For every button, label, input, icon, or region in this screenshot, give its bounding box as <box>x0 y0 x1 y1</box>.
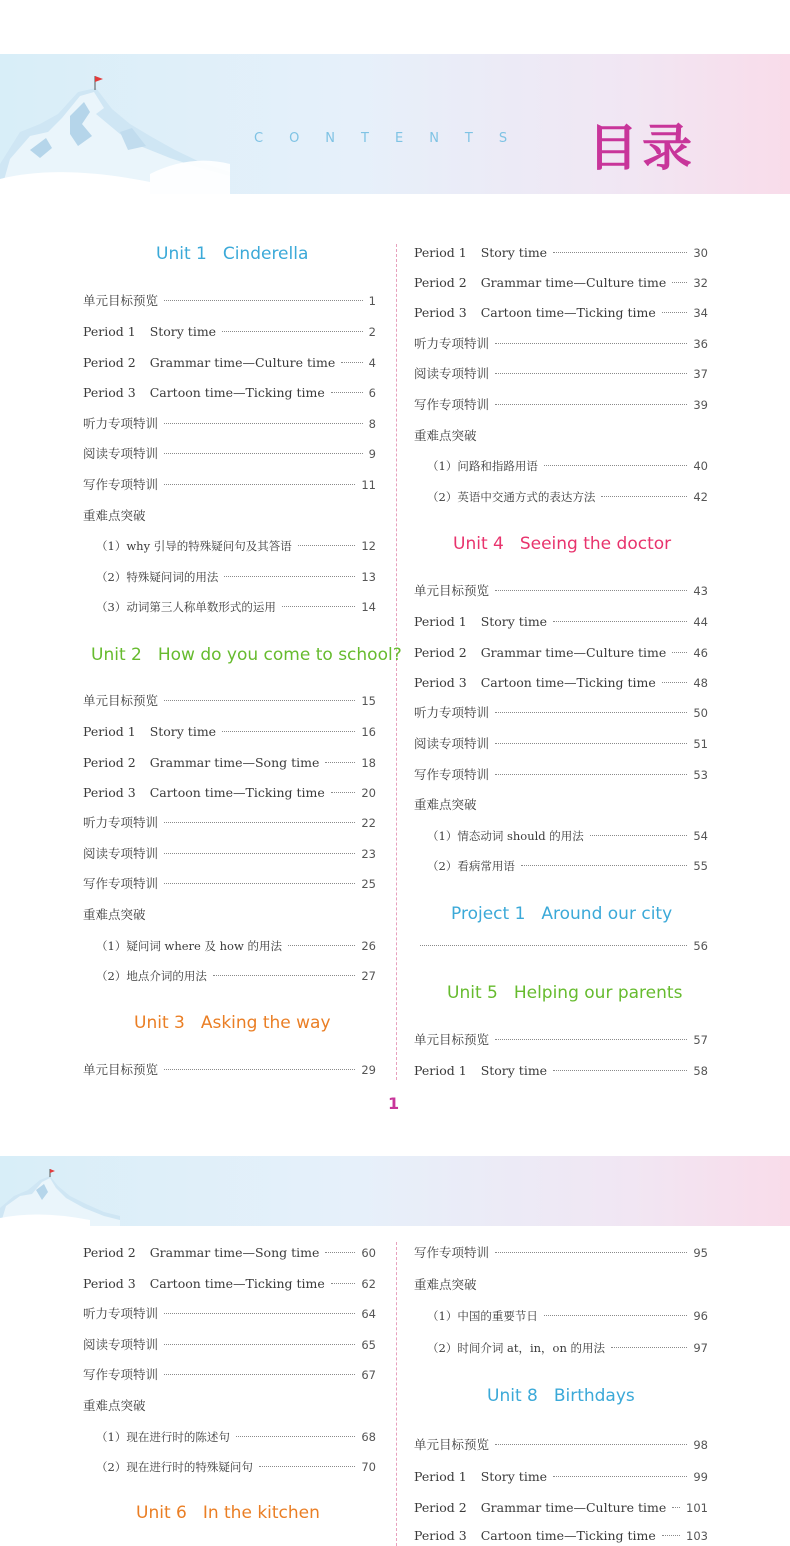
toc-page-number: 48 <box>693 676 708 690</box>
toc-entry-label: Period 3 <box>414 1528 467 1543</box>
key-points-label: 重难点突破 <box>83 907 146 922</box>
toc-entry[interactable] <box>83 322 376 342</box>
toc-page-number: 25 <box>361 877 376 891</box>
toc-page-number: 36 <box>693 337 708 351</box>
toc-sub-entry[interactable] <box>96 597 376 617</box>
toc-page-number: 50 <box>693 706 708 720</box>
toc-sub-entry[interactable] <box>96 567 376 587</box>
leader-dots <box>553 1070 687 1071</box>
toc-entry[interactable] <box>414 364 708 384</box>
toc-entry[interactable] <box>414 395 708 415</box>
toc-entry-label: （2）看病常用语 <box>427 859 515 873</box>
unit-heading-8[interactable] <box>487 1386 635 1406</box>
toc-entry[interactable] <box>414 673 708 693</box>
key-points-label: 重难点突破 <box>414 428 477 443</box>
toc-entry-label: 单元目标预览 <box>414 1032 490 1047</box>
leader-dots <box>259 1466 356 1467</box>
leader-dots <box>236 1436 356 1437</box>
toc-page-number: 9 <box>368 447 376 461</box>
unit-heading-4[interactable] <box>453 534 671 554</box>
unit-prefix: Unit 2 <box>91 645 142 665</box>
toc-entry-label-2: Grammar time—Culture time <box>480 645 667 660</box>
toc-entry-label: 写作专项特训 <box>414 1245 490 1260</box>
leader-dots <box>213 975 356 976</box>
leader-dots <box>164 453 363 454</box>
toc-entry-label-2: Cartoon time—Ticking time <box>480 675 656 690</box>
leader-dots <box>553 252 687 253</box>
leader-dots <box>331 792 356 793</box>
toc-entry-label: 单元目标预览 <box>83 293 159 308</box>
toc-entry-label-2: Cartoon time—Ticking time <box>149 1276 325 1291</box>
toc-entry[interactable] <box>414 1243 708 1263</box>
unit-prefix: Unit 8 <box>487 1386 538 1406</box>
toc-sub-entry[interactable] <box>96 536 376 556</box>
leader-dots <box>222 331 363 332</box>
toc-entry[interactable] <box>83 1335 376 1355</box>
toc-entry-label: 听力专项特训 <box>414 336 490 351</box>
toc-entry-label: Period 2 <box>414 645 467 660</box>
toc-entry[interactable] <box>83 1243 376 1263</box>
toc-page-number: 29 <box>361 1063 376 1077</box>
toc-page-number: 46 <box>693 646 708 660</box>
leader-dots <box>164 484 355 485</box>
leader-dots <box>495 774 687 775</box>
toc-page-number: 18 <box>361 756 376 770</box>
toc-entry[interactable] <box>414 765 708 785</box>
toc-sub-entry[interactable] <box>427 456 708 476</box>
toc-page-number: 101 <box>686 1501 708 1515</box>
toc-entry-label-2: Story time <box>149 724 217 739</box>
toc-entry-label-2: Grammar time—Culture time <box>480 1500 667 1515</box>
leader-dots <box>164 1344 355 1345</box>
leader-dots <box>553 1476 687 1477</box>
leader-dots <box>164 700 355 701</box>
toc-entry-label: Period 3 <box>83 785 136 800</box>
leader-dots <box>495 404 687 405</box>
unit-prefix: Unit 6 <box>136 1503 187 1523</box>
leader-dots <box>544 465 688 466</box>
unit-prefix: Project 1 <box>451 904 526 924</box>
unit-heading-1[interactable] <box>156 244 308 264</box>
unit-heading-2[interactable] <box>91 645 402 665</box>
toc-entry[interactable] <box>414 273 708 293</box>
key-points-label: 重难点突破 <box>83 1398 146 1413</box>
toc-page-number: 99 <box>693 1470 708 1484</box>
toc-entry-label: （1）why 引导的特殊疑问句及其答语 <box>96 539 292 553</box>
toc-entry-label: （3）动词第三人称单数形式的运用 <box>96 600 276 614</box>
toc-entry-label: 写作专项特训 <box>83 477 159 492</box>
unit-prefix: Unit 3 <box>134 1013 185 1033</box>
leader-dots <box>495 1039 687 1040</box>
toc-page-number: 40 <box>693 459 708 473</box>
toc-page-number: 6 <box>368 386 376 400</box>
toc-entry-label: （1）中国的重要节日 <box>427 1309 538 1323</box>
toc-page-number: 56 <box>693 939 708 953</box>
toc-page-number: 34 <box>693 306 708 320</box>
toc-entry-label-2: Story time <box>149 324 217 339</box>
toc-entry-label: 单元目标预览 <box>83 1062 159 1077</box>
unit-heading-6[interactable] <box>136 1503 320 1523</box>
leader-dots <box>611 1347 687 1348</box>
leader-dots <box>590 835 688 836</box>
toc-page-number: 42 <box>693 490 708 504</box>
toc-entry-label: Period 2 <box>414 1500 467 1515</box>
leader-dots <box>282 606 356 607</box>
toc-entry-label: Period 3 <box>414 305 467 320</box>
leader-dots <box>495 743 687 744</box>
toc-page-number: 11 <box>361 478 376 492</box>
toc-entry-label-2: Grammar time—Song time <box>149 755 320 770</box>
leader-dots <box>601 496 687 497</box>
key-points-label: 重难点突破 <box>83 508 146 523</box>
toc-entry[interactable] <box>83 475 376 495</box>
toc-entry[interactable] <box>414 1435 708 1455</box>
toc-sub-entry[interactable] <box>427 487 708 507</box>
leader-dots <box>325 1252 355 1253</box>
leader-dots <box>495 373 687 374</box>
toc-entry[interactable] <box>83 691 376 711</box>
toc-entry-label: Period 2 <box>414 275 467 290</box>
toc-entry-label: Period 2 <box>83 355 136 370</box>
leader-dots <box>420 945 687 946</box>
toc-sub-entry[interactable] <box>96 966 376 986</box>
snow-mountain-illustration <box>0 1156 120 1226</box>
toc-page-number: 62 <box>361 1277 376 1291</box>
toc-sub-entry[interactable] <box>96 1457 376 1477</box>
toc-entry-label: 阅读专项特训 <box>414 736 490 751</box>
leader-dots <box>495 343 687 344</box>
leader-dots <box>672 282 687 283</box>
toc-sub-entry[interactable] <box>427 856 708 876</box>
toc-page-number: 16 <box>361 725 376 739</box>
toc-page-number: 22 <box>361 816 376 830</box>
toc-page-number: 23 <box>361 847 376 861</box>
toc-page-number: 4 <box>368 356 376 370</box>
toc-entry-label: （2）现在进行时的特殊疑问句 <box>96 1460 253 1474</box>
leader-dots <box>164 300 363 301</box>
toc-page-number: 65 <box>361 1338 376 1352</box>
toc-entry[interactable] <box>83 753 376 773</box>
toc-entry[interactable] <box>83 1365 376 1385</box>
toc-page-number: 60 <box>361 1246 376 1260</box>
toc-entry-label: Period 1 <box>414 614 467 629</box>
toc-page-number: 51 <box>693 737 708 751</box>
unit-prefix: Unit 1 <box>156 244 207 264</box>
leader-dots <box>164 853 355 854</box>
leader-dots <box>495 1444 687 1445</box>
toc-entry-label: 听力专项特训 <box>414 705 490 720</box>
toc-entry[interactable] <box>414 1498 708 1518</box>
unit-name: Around our city <box>541 904 673 924</box>
toc-page-number: 44 <box>693 615 708 629</box>
toc-page-number: 12 <box>361 539 376 553</box>
toc-entry-label: Period 1 <box>414 1469 467 1484</box>
toc-entry-label: 阅读专项特训 <box>83 846 159 861</box>
toc-entry[interactable] <box>414 612 708 632</box>
leader-dots <box>553 621 687 622</box>
project-heading-1[interactable] <box>451 904 672 924</box>
toc-entry[interactable] <box>414 334 708 354</box>
toc-sub-entry[interactable] <box>427 1306 708 1326</box>
toc-page-number: 70 <box>361 1460 376 1474</box>
toc-entry-label-2: Story time <box>480 614 548 629</box>
page-title: 目录 <box>588 119 696 177</box>
toc-entry-label: Period 3 <box>414 675 467 690</box>
leader-dots <box>544 1315 688 1316</box>
toc-entry-label: 单元目标预览 <box>414 583 490 598</box>
leader-dots <box>164 1069 355 1070</box>
toc-page-number: 26 <box>361 939 376 953</box>
leader-dots <box>672 1507 680 1508</box>
toc-sub-entry[interactable] <box>96 936 376 956</box>
toc-entry-label-2: Story time <box>480 1469 548 1484</box>
leader-dots <box>495 712 687 713</box>
toc-page-number: 2 <box>368 325 376 339</box>
toc-entry[interactable] <box>414 1526 708 1546</box>
toc-page-number: 15 <box>361 694 376 708</box>
toc-entry-label-2: Grammar time—Culture time <box>480 275 667 290</box>
toc-entry[interactable] <box>414 1061 708 1081</box>
toc-entry-label: （1）现在进行时的陈述句 <box>96 1430 230 1444</box>
unit-name: Asking the way <box>200 1013 331 1033</box>
leader-dots <box>164 1374 355 1375</box>
toc-entry-label-2: Cartoon time—Ticking time <box>149 385 325 400</box>
leader-dots <box>495 590 687 591</box>
toc-entry[interactable] <box>83 414 376 434</box>
toc-entry-label: Period 1 <box>83 324 136 339</box>
toc-page-number: 67 <box>361 1368 376 1382</box>
toc-entry-label: 写作专项特训 <box>414 767 490 782</box>
key-points-label: 重难点突破 <box>414 797 477 812</box>
toc-entry[interactable] <box>414 303 708 323</box>
toc-entry[interactable] <box>414 1467 708 1487</box>
toc-page-number: 32 <box>693 276 708 290</box>
header-band-2 <box>0 1156 790 1226</box>
toc-page-number: 43 <box>693 584 708 598</box>
toc-entry-label: （2）地点介词的用法 <box>96 969 207 983</box>
unit-prefix: Unit 4 <box>453 534 504 554</box>
key-points-label: 重难点突破 <box>414 1277 477 1292</box>
toc-entry-label: 听力专项特训 <box>83 1306 159 1321</box>
unit-name: Birthdays <box>553 1386 635 1406</box>
toc-entry-label: 阅读专项特训 <box>414 366 490 381</box>
toc-entry-label-2: Cartoon time—Ticking time <box>480 305 656 320</box>
toc-entry[interactable] <box>414 703 708 723</box>
toc-entry[interactable] <box>414 581 708 601</box>
toc-sub-entry[interactable] <box>427 826 708 846</box>
toc-entry-label-2: Grammar time—Song time <box>149 1245 320 1260</box>
toc-entry-label-2: Story time <box>480 245 548 260</box>
leader-dots <box>331 1283 356 1284</box>
leader-dots <box>341 362 362 363</box>
toc-page-number: 27 <box>361 969 376 983</box>
toc-entry-label: （2）时间介词 at，in，on 的用法 <box>427 1341 606 1355</box>
toc-page-number: 37 <box>693 367 708 381</box>
toc-page-number: 39 <box>693 398 708 412</box>
toc-entry-label: Period 2 <box>83 755 136 770</box>
unit-name: Cinderella <box>222 244 309 264</box>
leader-dots <box>164 883 355 884</box>
leader-dots <box>164 423 363 424</box>
leader-dots <box>288 945 355 946</box>
toc-entry-label-2: Cartoon time—Ticking time <box>480 1528 656 1543</box>
toc-entry[interactable] <box>414 643 708 663</box>
contents-word: CONTENTS <box>254 131 534 146</box>
toc-entry[interactable] <box>83 783 376 803</box>
toc-page-number: 55 <box>693 859 708 873</box>
leader-dots <box>662 1535 680 1536</box>
column-divider <box>396 1242 397 1546</box>
toc-entry[interactable] <box>83 813 376 833</box>
leader-dots <box>164 1313 355 1314</box>
leader-dots <box>521 865 688 866</box>
toc-entry-label: （2）英语中交通方式的表达方法 <box>427 490 596 504</box>
page-number: 1 <box>388 1094 400 1113</box>
toc-entry-label: 阅读专项特训 <box>83 1337 159 1352</box>
toc-entry-label: （1）情态动词 should 的用法 <box>427 829 584 843</box>
toc-entry-label: 写作专项特训 <box>83 1367 159 1382</box>
unit-heading-3[interactable] <box>134 1013 331 1033</box>
unit-heading-5[interactable] <box>447 983 682 1003</box>
toc-page-number: 97 <box>693 1341 708 1355</box>
leader-dots <box>325 762 355 763</box>
leader-dots <box>672 652 687 653</box>
toc-entry[interactable] <box>414 1030 708 1050</box>
toc-entry[interactable] <box>414 936 708 956</box>
toc-entry[interactable] <box>83 383 376 403</box>
unit-name: How do you come to school? <box>157 645 402 665</box>
unit-name: Helping our parents <box>513 983 683 1003</box>
leader-dots <box>164 822 355 823</box>
toc-entry-label: 听力专项特训 <box>83 416 159 431</box>
leader-dots <box>331 392 363 393</box>
toc-page-number: 95 <box>693 1246 708 1260</box>
toc-page-number: 13 <box>361 570 376 584</box>
toc-entry-label: （2）特殊疑问词的用法 <box>96 570 219 584</box>
leader-dots <box>298 545 356 546</box>
toc-entry[interactable] <box>83 291 376 311</box>
toc-entry-label: 单元目标预览 <box>83 693 159 708</box>
toc-entry-label: （1）问路和指路用语 <box>427 459 538 473</box>
toc-entry-label: 写作专项特训 <box>414 397 490 412</box>
toc-page-number: 103 <box>686 1529 708 1543</box>
unit-name: Seeing the doctor <box>519 534 672 554</box>
toc-page-number: 53 <box>693 768 708 782</box>
toc-entry-label: Period 1 <box>414 1063 467 1078</box>
snow-mountain-illustration <box>0 54 230 194</box>
unit-name: In the kitchen <box>202 1503 320 1523</box>
toc-entry-label: 单元目标预览 <box>414 1437 490 1452</box>
toc-entry[interactable] <box>83 722 376 742</box>
toc-sub-entry[interactable] <box>427 1338 708 1358</box>
leader-dots <box>222 731 355 732</box>
toc-entry-label: 听力专项特训 <box>83 815 159 830</box>
toc-entry[interactable] <box>83 844 376 864</box>
toc-entry-label: Period 1 <box>83 724 136 739</box>
leader-dots <box>662 312 688 313</box>
toc-page-number: 54 <box>693 829 708 843</box>
toc-entry[interactable] <box>83 444 376 464</box>
toc-page-number: 14 <box>361 600 376 614</box>
toc-entry-label: Period 1 <box>414 245 467 260</box>
toc-page-number: 58 <box>693 1064 708 1078</box>
toc-entry[interactable] <box>414 734 708 754</box>
unit-prefix: Unit 5 <box>447 983 498 1003</box>
toc-entry[interactable] <box>83 353 376 373</box>
toc-entry-label: Period 3 <box>83 1276 136 1291</box>
toc-entry-label-2: Story time <box>480 1063 548 1078</box>
toc-entry-label: （1）疑问词 where 及 how 的用法 <box>96 939 282 953</box>
toc-page-number: 98 <box>693 1438 708 1452</box>
toc-entry[interactable] <box>83 874 376 894</box>
toc-sub-entry[interactable] <box>96 1427 376 1447</box>
toc-entry[interactable] <box>83 1060 376 1080</box>
toc-entry-label-2: Grammar time—Culture time <box>149 355 336 370</box>
toc-page-number: 68 <box>361 1430 376 1444</box>
toc-entry-label: 阅读专项特训 <box>83 446 159 461</box>
toc-page-number: 8 <box>368 417 376 431</box>
toc-page-number: 57 <box>693 1033 708 1047</box>
toc-page-number: 20 <box>361 786 376 800</box>
toc-entry[interactable] <box>414 243 708 263</box>
leader-dots <box>662 682 688 683</box>
toc-entry[interactable] <box>83 1304 376 1324</box>
toc-entry[interactable] <box>83 1274 376 1294</box>
toc-entry-label: Period 3 <box>83 385 136 400</box>
toc-page-number: 30 <box>693 246 708 260</box>
toc-page-number: 96 <box>693 1309 708 1323</box>
leader-dots <box>495 1252 687 1253</box>
toc-entry-label: Period 2 <box>83 1245 136 1260</box>
toc-entry-label: 写作专项特训 <box>83 876 159 891</box>
toc-page-number: 1 <box>368 294 376 308</box>
toc-entry-label-2: Cartoon time—Ticking time <box>149 785 325 800</box>
leader-dots <box>224 576 355 577</box>
toc-page-number: 64 <box>361 1307 376 1321</box>
